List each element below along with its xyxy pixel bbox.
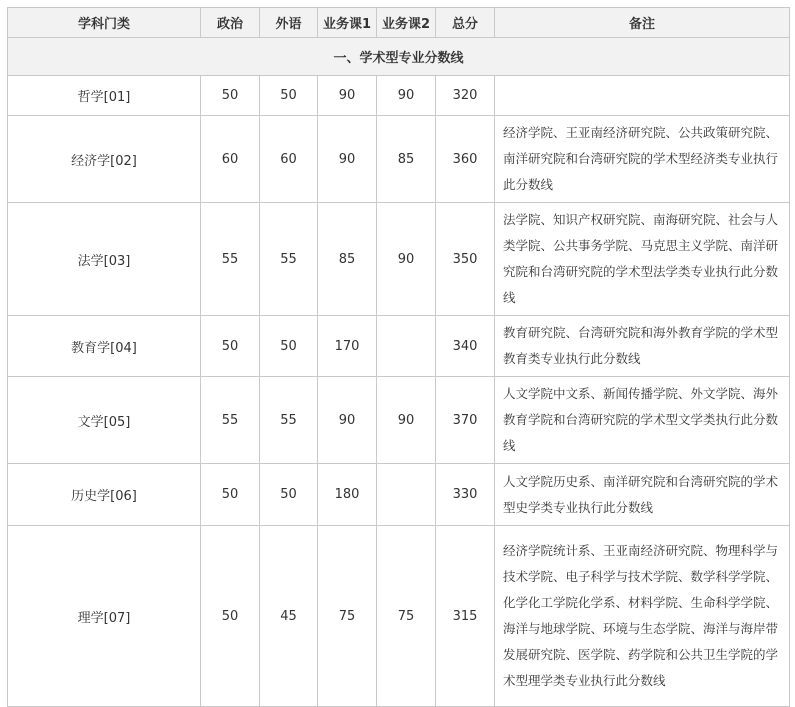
header-politics: 政治 xyxy=(201,8,260,38)
cell-total: 350 xyxy=(436,203,495,316)
header-course1: 业务课1 xyxy=(318,8,377,38)
table-row xyxy=(8,464,790,526)
table-row xyxy=(8,316,790,377)
cell-subject: 理学[07] xyxy=(8,526,201,707)
cell-subject: 文学[05] xyxy=(8,377,201,464)
cell-course2: 90 xyxy=(377,377,436,464)
cell-note xyxy=(495,76,790,116)
cell-subject: 哲学[01] xyxy=(8,76,201,116)
section-title: 一、学术型专业分数线 xyxy=(8,38,790,76)
cell-foreign: 45 xyxy=(260,526,318,707)
cell-subject: 法学[03] xyxy=(8,203,201,316)
cell-course1: 180 xyxy=(318,464,377,526)
table-row xyxy=(8,377,790,464)
cell-note: 人文学院中文系、新闻传播学院、外文学院、海外教育学院和台湾研究院的学术型文学类执行此分数线 xyxy=(495,377,790,464)
cell-course1: 170 xyxy=(318,316,377,377)
cell-total: 370 xyxy=(436,377,495,464)
cell-subject: 经济学[02] xyxy=(8,116,201,203)
cell-total: 330 xyxy=(436,464,495,526)
cell-note: 教育研究院、台湾研究院和海外教育学院的学术型教育类专业执行此分数线 xyxy=(495,316,790,377)
cell-total: 360 xyxy=(436,116,495,203)
cell-foreign: 50 xyxy=(260,76,318,116)
cell-course1: 90 xyxy=(318,377,377,464)
cell-course2: 90 xyxy=(377,76,436,116)
section-row xyxy=(8,38,790,76)
cell-foreign: 55 xyxy=(260,377,318,464)
table-row xyxy=(8,526,790,707)
cell-politics: 55 xyxy=(201,377,260,464)
cell-subject: 历史学[06] xyxy=(8,464,201,526)
cell-politics: 50 xyxy=(201,464,260,526)
cell-politics: 50 xyxy=(201,76,260,116)
cell-foreign: 60 xyxy=(260,116,318,203)
cell-course2: 85 xyxy=(377,116,436,203)
table-row xyxy=(8,76,790,116)
header-course2: 业务课2 xyxy=(377,8,436,38)
cell-foreign: 50 xyxy=(260,316,318,377)
cell-course2 xyxy=(377,316,436,377)
cell-course2: 90 xyxy=(377,203,436,316)
cell-course2: 75 xyxy=(377,526,436,707)
header-note: 备注 xyxy=(495,8,790,38)
cell-total: 340 xyxy=(436,316,495,377)
cell-course2 xyxy=(377,464,436,526)
cell-course1: 75 xyxy=(318,526,377,707)
cell-total: 315 xyxy=(436,526,495,707)
cell-note: 经济学院、王亚南经济研究院、公共政策研究院、南洋研究院和台湾研究院的学术型经济类专业执行此分数线 xyxy=(495,116,790,203)
cell-politics: 50 xyxy=(201,316,260,377)
cell-course1: 85 xyxy=(318,203,377,316)
cell-total: 320 xyxy=(436,76,495,116)
cell-course1: 90 xyxy=(318,76,377,116)
cell-subject: 教育学[04] xyxy=(8,316,201,377)
header-total: 总分 xyxy=(436,8,495,38)
cell-politics: 55 xyxy=(201,203,260,316)
cell-note: 经济学院统计系、王亚南经济研究院、物理科学与技术学院、电子科学与技术学院、数学科学学院、化学化工学院化学系、材料学院、生命科学学院、海洋与地球学院、环境与生态学院、海洋与海岸带发展研究院、医学院、药学院和公共卫生学院的学术型理学类专业执行此分数线 xyxy=(495,526,790,707)
table-row xyxy=(8,203,790,316)
header-row xyxy=(8,8,790,38)
header-subject: 学科门类 xyxy=(8,8,201,38)
cell-foreign: 50 xyxy=(260,464,318,526)
cell-course1: 90 xyxy=(318,116,377,203)
cell-note: 人文学院历史系、南洋研究院和台湾研究院的学术型史学类专业执行此分数线 xyxy=(495,464,790,526)
header-foreign: 外语 xyxy=(260,8,318,38)
score-table xyxy=(7,7,790,707)
cell-note: 法学院、知识产权研究院、南海研究院、社会与人类学院、公共事务学院、马克思主义学院、南洋研究院和台湾研究院的学术型法学类专业执行此分数线 xyxy=(495,203,790,316)
cell-foreign: 55 xyxy=(260,203,318,316)
cell-politics: 50 xyxy=(201,526,260,707)
cell-politics: 60 xyxy=(201,116,260,203)
table-row xyxy=(8,116,790,203)
